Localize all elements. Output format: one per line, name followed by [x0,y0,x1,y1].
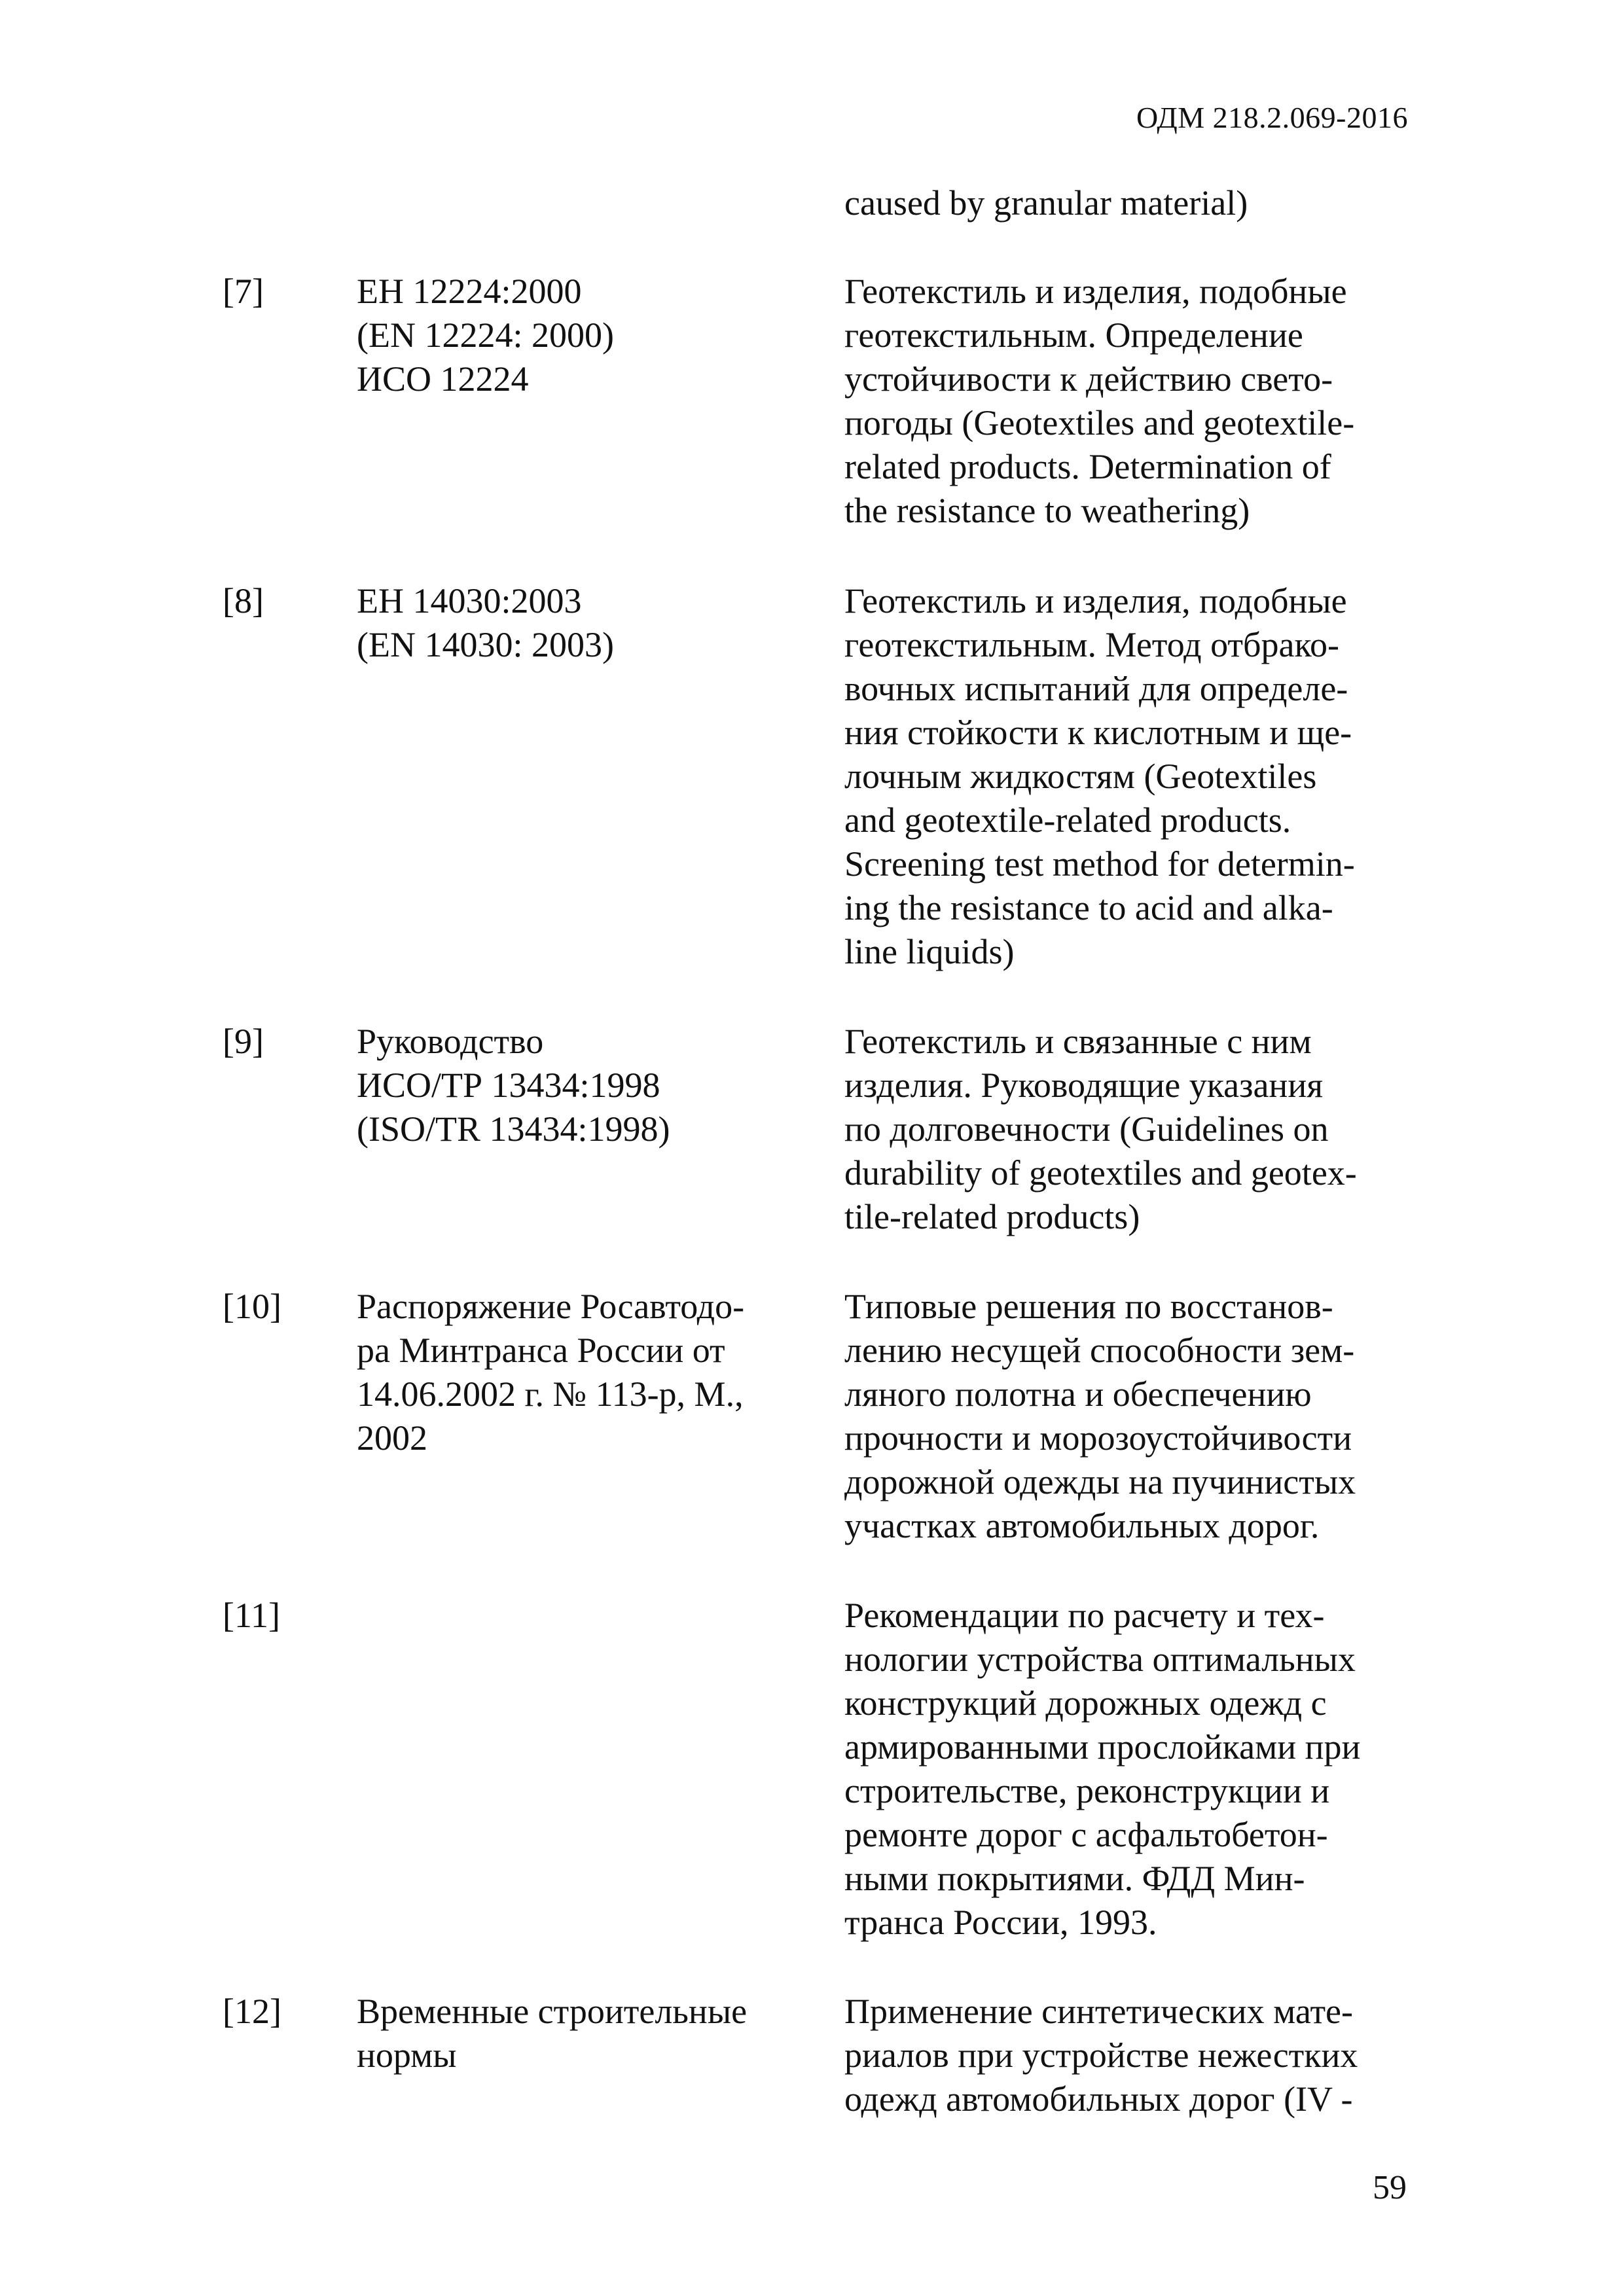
code-line: ИСО/ТР 13434:1998 [357,1066,660,1105]
page-number: 59 [1373,2168,1407,2206]
title-line: caused by granular material) [844,183,1248,223]
reference-title [844,181,1420,225]
reference-number: [8] [223,581,264,620]
title-line: строительстве, реконструкции и [844,1771,1330,1810]
title-line: ing the resistance to acid and alka- [844,888,1333,927]
title-line: Screening test method for determin- [844,844,1355,884]
title-line: and geotextile-related products. [844,800,1291,840]
title-line: погоды (Geotextiles and geotextile- [844,403,1355,442]
code-line: Руководство [357,1022,544,1061]
title-line: геотекстильным. Метод отбрако- [844,625,1339,664]
title-line: лению несущей способности зем- [844,1331,1355,1370]
title-line: устойчивости к действию свето- [844,359,1333,399]
title-line: Рекомендации по расчету и тех- [844,1596,1325,1635]
title-line: риалов при устройстве нежестких [844,2036,1358,2075]
title-line: геотекстильным. Определение [844,315,1303,355]
reference-number: [12] [223,1992,281,2031]
code-line: 2002 [357,1418,427,1458]
reference-code [357,1285,815,1460]
reference-number: [7] [223,272,264,311]
reference-code [357,1990,815,2077]
title-line: Геотекстиль и изделия, подобные [844,581,1347,620]
code-line: Распоряжение Росавтодо- [357,1287,745,1326]
code-line: (ISO/TR 13434:1998) [357,1109,670,1149]
reference-number: [11] [223,1596,280,1635]
title-line: tile-related products) [844,1197,1140,1236]
reference-title [844,1020,1420,1239]
title-line: вочных испытаний для определе- [844,669,1348,708]
title-line: армированными прослойками при [844,1727,1361,1767]
title-line: ными покрытиями. ФДД Мин- [844,1859,1305,1898]
reference-number: [10] [223,1287,281,1326]
title-line: лочным жидкостям (Geotextiles [844,757,1317,796]
reference-code [357,579,815,667]
title-line: line liquids) [844,932,1015,971]
title-line: Типовые решения по восстанов- [844,1287,1333,1326]
title-line: транса России, 1993. [844,1903,1157,1942]
title-line: ремонте дорог с асфальтобетон- [844,1815,1328,1854]
title-line: Геотекстиль и связанные с ним [844,1022,1312,1061]
title-line: Геотекстиль и изделия, подобные [844,272,1347,311]
code-line: (EN 14030: 2003) [357,625,614,664]
reference-title [844,1990,1420,2121]
title-line: дорожной одежды на пучинистых [844,1462,1356,1501]
title-line: конструкций дорожных одежд с [844,1683,1327,1723]
title-line: the resistance to weathering) [844,491,1250,530]
title-line: ния стойкости к кислотным и ще- [844,713,1352,752]
title-line: участках автомобильных дорог. [844,1506,1320,1545]
code-line: (EN 12224: 2000) [357,315,614,355]
reference-code [357,270,815,401]
title-line: related products. Determination of [844,447,1331,486]
code-line: нормы [357,2036,457,2075]
document-code-header: ОДМ 218.2.069-2016 [1136,101,1408,134]
code-line: ра Минтранса России от [357,1331,725,1370]
title-line: durability of geotextiles and geotex- [844,1153,1357,1193]
reference-code [357,1020,815,1151]
code-line: ЕН 12224:2000 [357,272,582,311]
code-line: 14.06.2002 г. № 113-р, М., [357,1374,744,1414]
title-line: по долговечности (Guidelines on [844,1109,1329,1149]
title-line: Применение синтетических мате- [844,1992,1353,2031]
code-line: ИСО 12224 [357,359,529,399]
title-line: нологии устройства оптимальных [844,1640,1356,1679]
title-line: прочности и морозоустойчивости [844,1418,1352,1458]
reference-title [844,270,1420,533]
reference-number: [9] [223,1022,264,1061]
reference-title [844,1594,1420,1945]
title-line: одежд автомобильных дорог (IV - [844,2079,1353,2119]
code-line: Временные строительные [357,1992,748,2031]
title-line: изделия. Руководящие указания [844,1066,1324,1105]
code-line: ЕН 14030:2003 [357,581,582,620]
title-line: ляного полотна и обеспечению [844,1374,1312,1414]
reference-title [844,1285,1420,1548]
reference-title [844,579,1420,974]
